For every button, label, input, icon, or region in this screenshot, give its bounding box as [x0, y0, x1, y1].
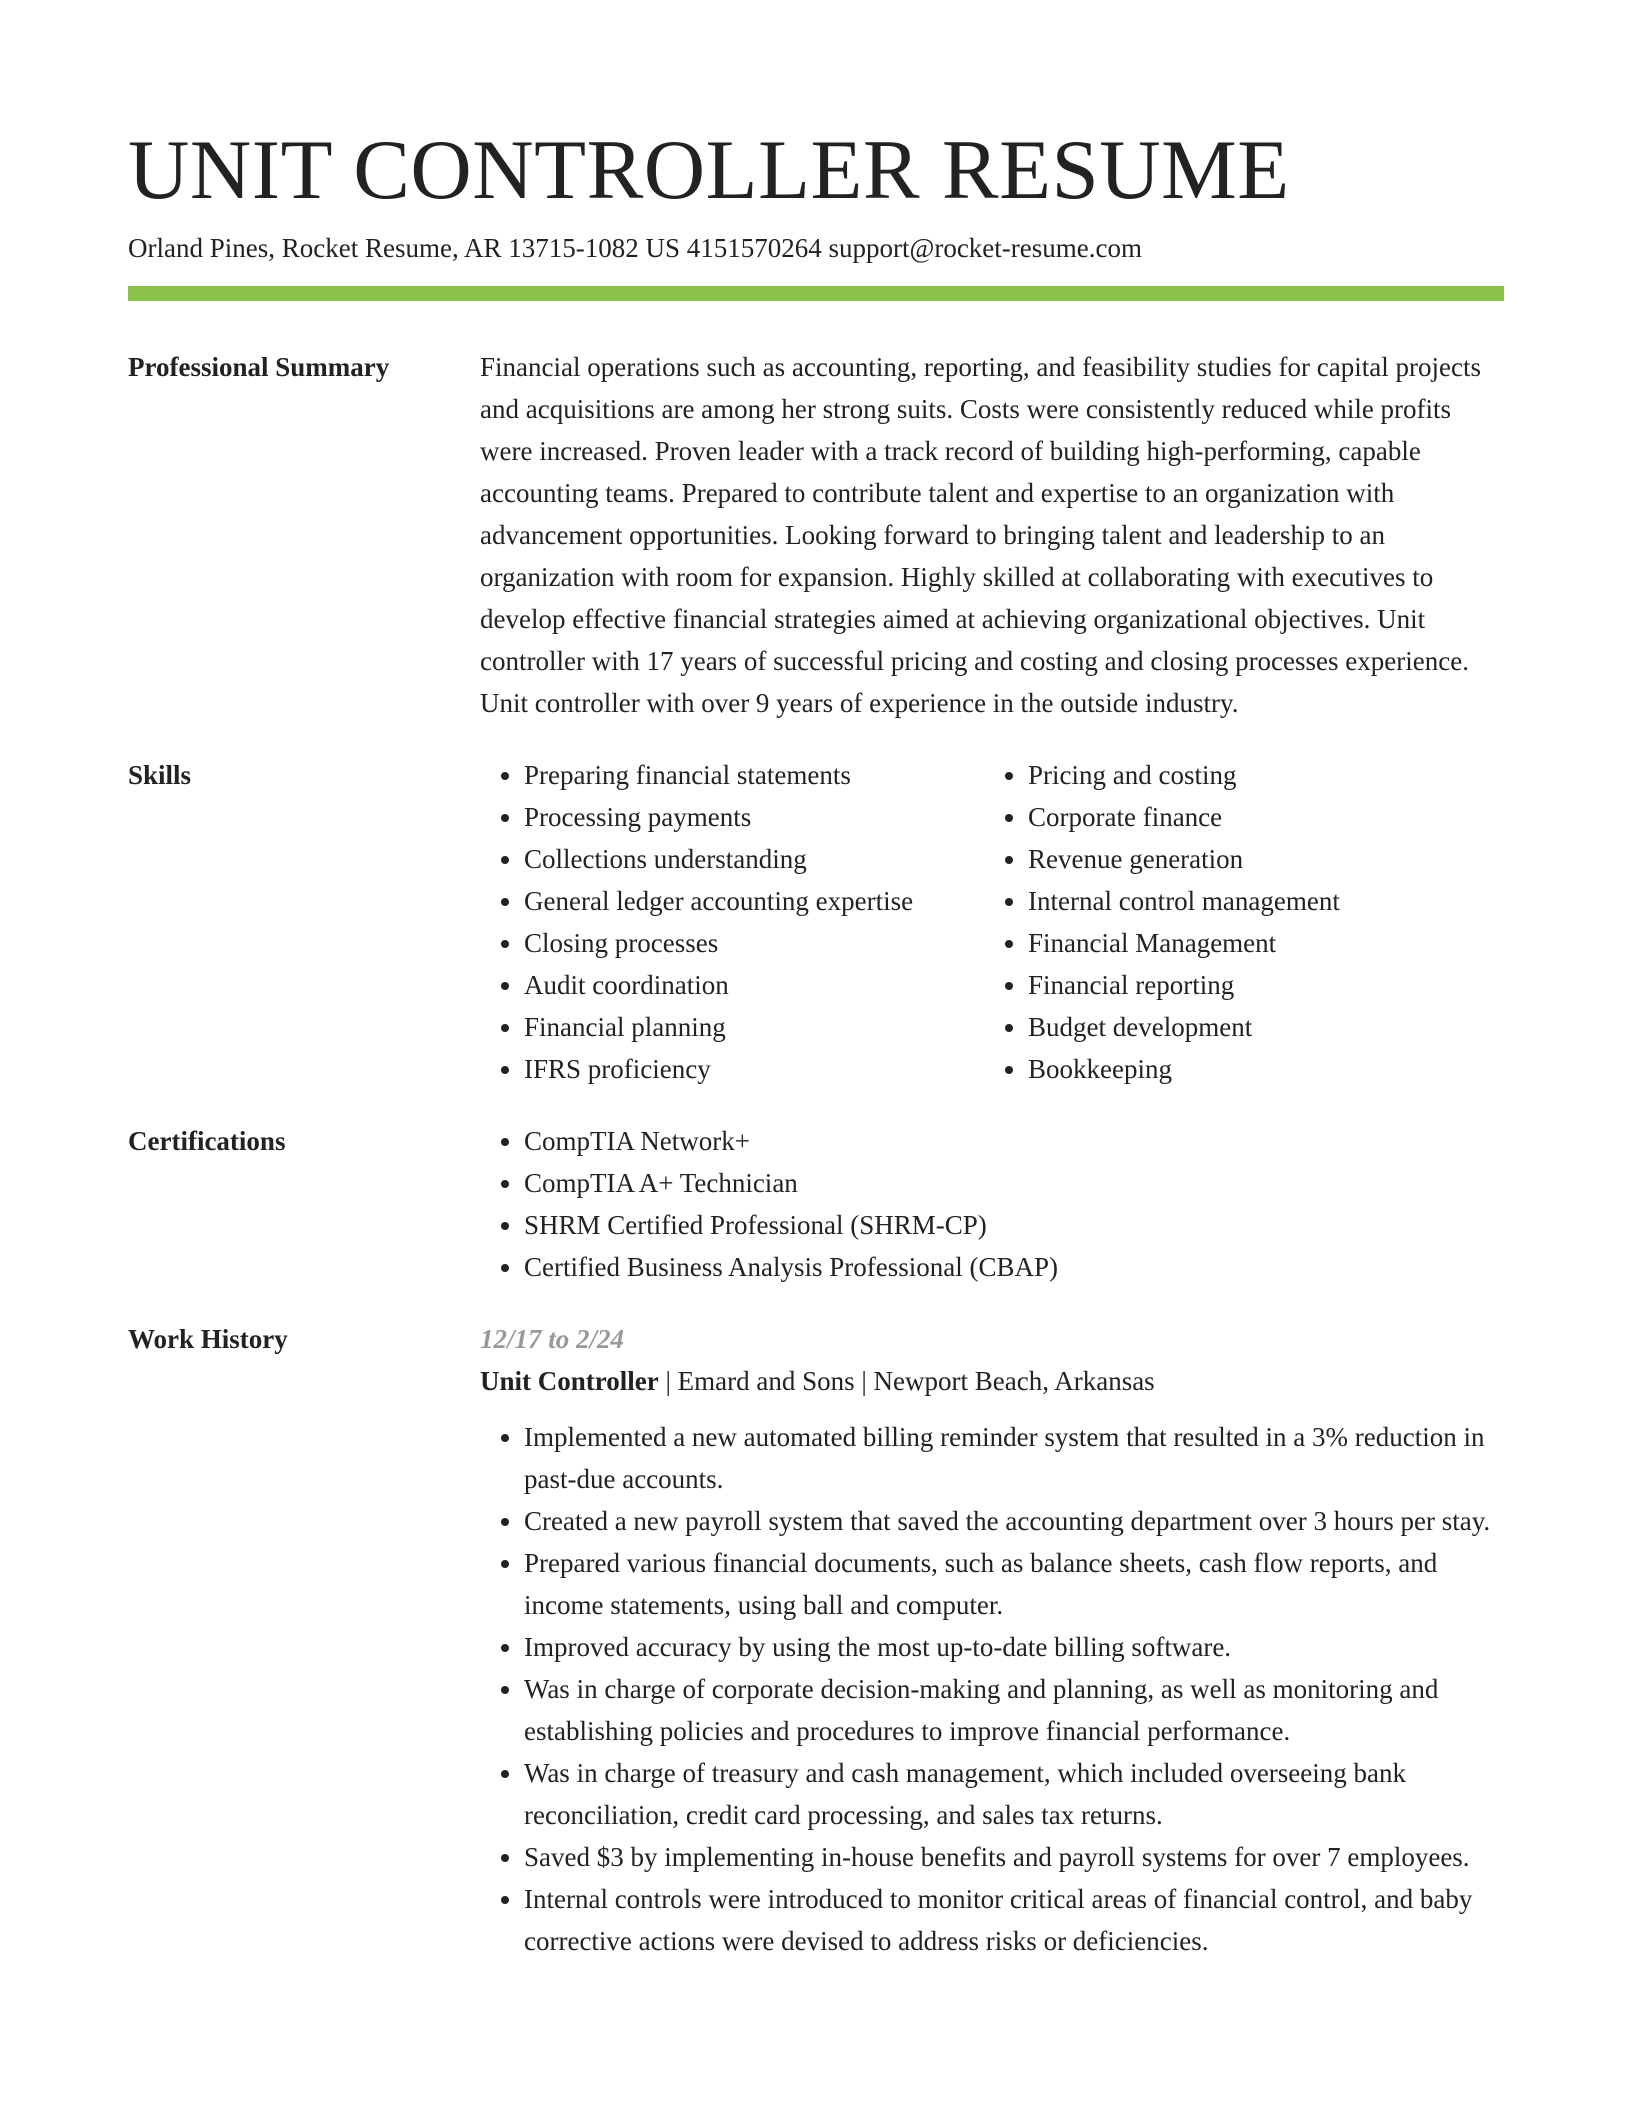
skill-item: • Collections understanding: [524, 838, 984, 880]
section-label-certifications: Certifications: [128, 1126, 286, 1156]
skill-item: • Revenue generation: [1028, 838, 1488, 880]
job-bullets: [480, 1416, 1504, 1962]
summary-text: Financial operations such as accounting, reporting, and feasibility studies for capital projects and acquisitions are among her strong suits. Costs were consistently reduced while profits were increased. Proven leader with a track record of building high-performing, capable accounting teams. Prepared to contribute talent and expertise to an organization with advancement opportunities. Looking forward to bringing talent and leadership to an organization with room for expansion. Highly skilled at collaborating with executives to develop effective financial strategies aimed at achieving organizational objectives. Unit controller with 17 years of successful pricing and costing and closing processes experience. Unit controller with over 9 years of experience in the outside industry.: [480, 352, 1481, 718]
job-bullet: • Prepared various financial documents, such as balance sheets, cash flow reports, and income statements, using ball and computer.: [524, 1542, 1504, 1626]
certifications-list: [480, 1120, 1504, 1288]
section-label-skills: Skills: [128, 760, 192, 790]
section-label-work-history: Work History: [128, 1324, 288, 1354]
work-history-section: [128, 1318, 1504, 1962]
skill-item: • Financial reporting: [1028, 964, 1488, 1006]
job-bullet: • Implemented a new automated billing reminder system that resulted in a 3% reduction in past-due accounts.: [524, 1416, 1504, 1500]
skill-item: • IFRS proficiency: [524, 1048, 984, 1090]
job-heading: [480, 1360, 1504, 1402]
skill-item: • Financial planning: [524, 1006, 984, 1048]
job-title: Unit Controller: [480, 1366, 659, 1396]
skill-item: • Bookkeeping: [1028, 1048, 1488, 1090]
certification-item: • Certified Business Analysis Professional (CBAP): [524, 1246, 1504, 1288]
job-bullet: • Internal controls were introduced to monitor critical areas of financial control, and baby corrective actions were devised to address risks or deficiencies.: [524, 1878, 1504, 1962]
skills-section: [128, 754, 1504, 1090]
certifications-body: [480, 1120, 1504, 1288]
skill-item: • Preparing financial statements: [524, 754, 984, 796]
certification-item: • CompTIA A+ Technician: [524, 1162, 1504, 1204]
job-bullet: • Was in charge of corporate decision-making and planning, as well as monitoring and establishing policies and procedures to improve financial performance.: [524, 1668, 1504, 1752]
skill-item: • Financial Management: [1028, 922, 1488, 964]
skill-item: • General ledger accounting expertise: [524, 880, 984, 922]
job-bullet: • Saved $3 by implementing in-house benefits and payroll systems for over 7 employees.: [524, 1836, 1504, 1878]
skills-body: [480, 754, 1504, 1090]
contact-line: Orland Pines, Rocket Resume, AR 13715-1082 US 4151570264 support@rocket-resume.com: [128, 233, 1142, 263]
summary-section: [128, 346, 1504, 724]
skill-item: • Pricing and costing: [1028, 754, 1488, 796]
accent-divider: [128, 286, 1504, 301]
summary-body: [480, 346, 1504, 724]
skill-item: • Audit coordination: [524, 964, 984, 1006]
certification-item: • SHRM Certified Professional (SHRM-CP): [524, 1204, 1504, 1246]
section-label-summary: Professional Summary: [128, 352, 390, 382]
skill-item: • Budget development: [1028, 1006, 1488, 1048]
skills-list-right: [984, 754, 1488, 1090]
job-bullet: • Created a new payroll system that saved the accounting department over 3 hours per stay.: [524, 1500, 1504, 1542]
job-bullet: • Was in charge of treasury and cash management, which included overseeing bank reconciliation, credit card processing, and sales tax returns.: [524, 1752, 1504, 1836]
skills-list-left: [480, 754, 984, 1090]
work-history-body: [480, 1318, 1504, 1962]
certification-item: • CompTIA Network+: [524, 1120, 1504, 1162]
certifications-section: [128, 1120, 1504, 1288]
job-employer-location: | Emard and Sons | Newport Beach, Arkansas: [658, 1366, 1155, 1396]
job-bullet: • Improved accuracy by using the most up-to-date billing software.: [524, 1626, 1504, 1668]
job-dates: 12/17 to 2/24: [480, 1324, 625, 1354]
skill-item: • Corporate finance: [1028, 796, 1488, 838]
skill-item: • Closing processes: [524, 922, 984, 964]
resume-title: UNIT CONTROLLER RESUME: [128, 123, 1290, 217]
resume-sections: [128, 346, 1504, 1992]
skill-item: • Processing payments: [524, 796, 984, 838]
skill-item: • Internal control management: [1028, 880, 1488, 922]
